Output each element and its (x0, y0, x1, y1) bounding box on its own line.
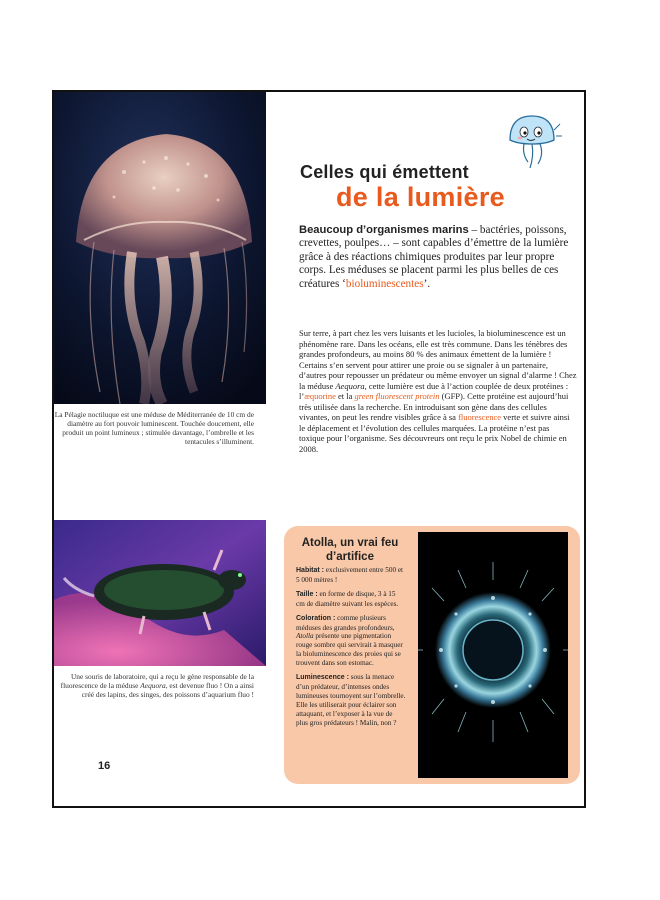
card-habitat: Habitat : exclusivement entre 500 et 5 000 mètres ! (296, 566, 404, 584)
card-title: Atolla, un vrai feu d’artifice (301, 537, 399, 563)
intro-paragraph: Beaucoup d’organismes marins – bactéries, poissons, crevettes, poulpes… – sont capables d’émettre de la lumière grâce à des réactions chimiques produites par leur propre corps. Les méduses se placent parmi les plus belles de ces créatures ‘bioluminescentes’. (299, 224, 569, 290)
atolla-jellyfish-photo (418, 532, 568, 778)
page-title-line2: de la lumière (336, 182, 505, 212)
card-text (296, 566, 406, 733)
jellyfish-photo (54, 92, 266, 404)
page-title-line1: Celles qui émettent (300, 162, 469, 182)
atolla-info-card (284, 526, 580, 784)
card-coloration: Coloration : comme plusieurs méduses des grandes profondeurs, Atolla présente une pigmentation rouge sombre qui servirait à masquer la bioluminescence des proies qui se trouvent dans son estomac. (296, 613, 403, 668)
body-paragraph: Sur terre, à part chez les vers luisants et les lucioles, la bioluminescence est un phénomène rare. Dans les océans, elle est très commune. Dans les ténèbres des grandes profondeurs, au moins 80 % des animaux émettent de la lumière ! Certains s’en servent pour attirer une proie ou se signaler à un partenaire, d’autres pour repousser un prédateur ou même envoyer un signal d’alarme ! Chez la méduse Aequora, cette lumière est due à l’action couplée de deux protéines : l’æquorine et la green fluorescent protein (GFP). Cette protéine est aujourd’hui très utilisée dans la recherche. En introduisant son gène dans des cellules vivantes, on peut les rendre visibles grâce à sa fluorescence verte et suivre ainsi le déplacement et l’évolution des cellules marquées. La protéine n’est pas toxique pour l’organisme. Ses découvreurs ont reçu le prix Nobel de chimie en 2008. (299, 328, 577, 454)
card-luminescence: Luminescence : sous la menace d’un prédateur, d’intenses ondes lumineuses tournoyent sur l’ombrelle. Elle les utiliserait pour éclairer son attaquant, et l’exposer à la vue de plus gros prédateurs ! Malin, non ? (296, 673, 406, 727)
card-taille: Taille : en forme de disque, 3 à 15 cm de diamètre suivant les espèces. (296, 589, 399, 608)
page-number: 16 (98, 760, 111, 772)
fluorescent-mouse-photo (54, 520, 266, 666)
jellyfish-caption: La Pélagie noctiluque est une méduse de Méditerranée de 10 cm de diamètre au fort pouvoir luminescent. Touchée doucement, elle produit un point lumineux ; stimulée davantage, l’ombrelle et les tentacules s’illuminent. (54, 410, 254, 447)
mouse-caption: Une souris de laboratoire, qui a reçu le gène responsable de la fluorescence de la méduse Aequora, est devenue fluo ! On a ainsi créé des lapins, des singes, des poissons d’aquarium fluo ! (60, 672, 254, 700)
page-frame (52, 90, 586, 808)
jellyfish-mascot-icon (502, 112, 564, 172)
